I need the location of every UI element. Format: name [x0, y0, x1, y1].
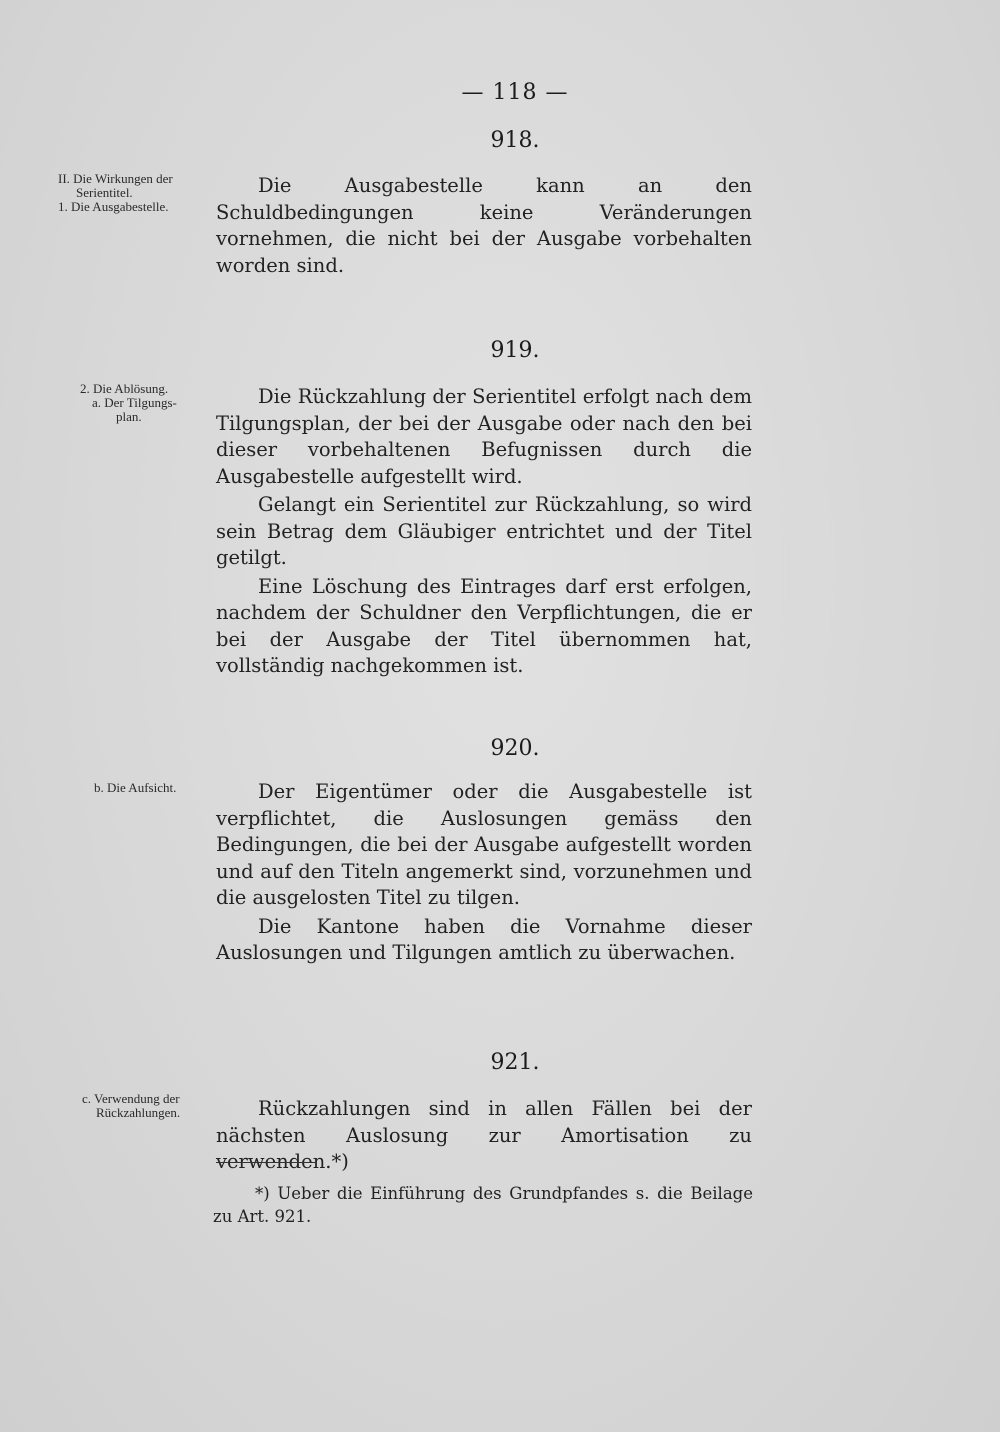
- marginal-line: Serientitel.: [76, 185, 133, 200]
- marginal-line: II. Die Wirkungen der: [58, 171, 173, 186]
- article-body-919: [216, 384, 752, 682]
- marginal-line: b. Die Aufsicht.: [94, 780, 177, 795]
- paragraph: Die Ausgabestelle kann an den Schuldbedingungen keine Veränderungen vornehmen, die nicht bei der Ausgabe vorbehalten worden sind.: [216, 174, 752, 277]
- marginal-line: a. Der Tilgungs-: [92, 395, 177, 410]
- footnote-separator: [216, 1162, 316, 1163]
- article-number-920: 920.: [490, 736, 540, 761]
- marginal-line: Rückzahlungen.: [96, 1105, 181, 1120]
- article-number-918: 918.: [490, 128, 540, 153]
- article-number-921: 921.: [490, 1050, 540, 1075]
- footnote: *) Ueber die Einführung des Grundpfandes s. die Beilage zu Art. 921.: [213, 1184, 753, 1226]
- marginal-line: 2. Die Ablösung.: [80, 381, 169, 396]
- marginal-note-919: [80, 382, 177, 424]
- marginal-note-921: [82, 1092, 180, 1120]
- article-body-918: [216, 173, 752, 281]
- article-number-919: 919.: [490, 338, 540, 363]
- paragraph: Eine Löschung des Eintrages darf erst erfolgen, nachdem der Schuldner den Verpflichtungen, die er bei der Ausgabe der Titel übernommen hat, vollständig nachgekommen ist.: [216, 574, 752, 677]
- marginal-line: plan.: [116, 409, 142, 424]
- article-body-920: [216, 779, 752, 969]
- paragraph: Rückzahlungen sind in allen Fällen bei der nächsten Auslosung zur Amortisation zu verwenden.*): [216, 1097, 752, 1173]
- marginal-line: 1. Die Ausgabestelle.: [58, 199, 169, 214]
- page-number: — 118 —: [461, 80, 569, 105]
- paragraph: Die Kantone haben die Vornahme dieser Auslosungen und Tilgungen amtlich zu überwachen.: [216, 914, 752, 964]
- article-body-921: [216, 1096, 752, 1178]
- marginal-note-920: [94, 781, 176, 795]
- marginal-line: c. Verwendung der: [82, 1091, 180, 1106]
- paragraph: Der Eigentümer oder die Ausgabestelle ist verpflichtet, die Auslosungen gemäss den Bedingungen, die bei der Ausgabe aufgestellt worden und auf den Titeln angemerkt sind, vorzunehmen und die ausgelosten Titel zu tilgen.: [216, 780, 752, 909]
- marginal-note-918: [58, 172, 173, 214]
- paragraph: Die Rückzahlung der Serientitel erfolgt nach dem Tilgungsplan, der bei der Ausgabe oder nach den bei dieser vorbehaltenen Befugnissen durch die Ausgabestelle aufgestellt wird.: [216, 385, 752, 488]
- paragraph: Gelangt ein Serientitel zur Rückzahlung, so wird sein Betrag dem Gläubiger entrichtet und der Titel getilgt.: [216, 493, 752, 569]
